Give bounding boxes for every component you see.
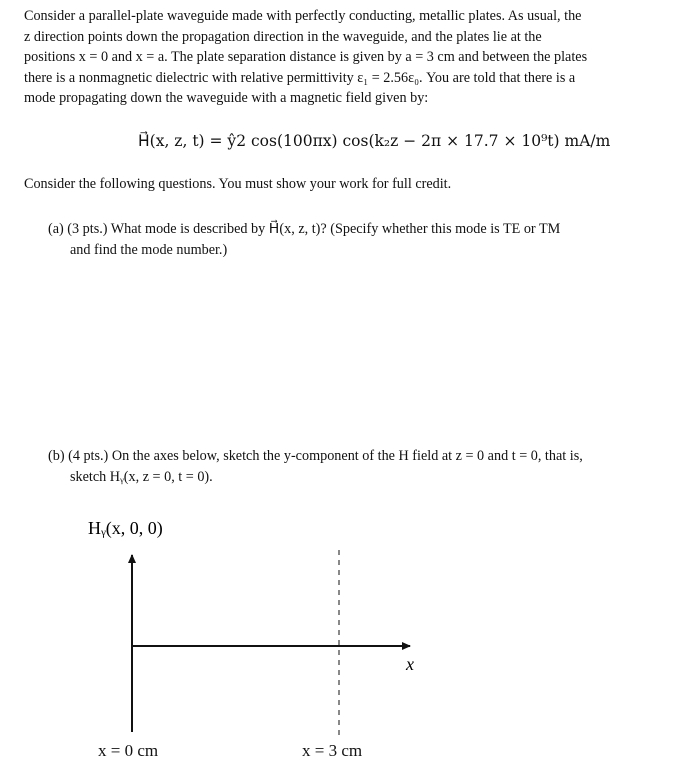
x-axis-label: x bbox=[406, 654, 414, 674]
question-b-line-1: (b) (4 pts.) On the axes below, sketch the y-component of the H field at z = 0 and t = 0, that is, bbox=[48, 448, 583, 464]
intro-line-3: positions x = 0 and x = a. The plate separation distance is given by a = 3 cm and between the plates bbox=[24, 49, 588, 65]
magnetic-field-equation: H⃗(x, z, t) = ŷ2 cos(100πx) cos(k₂z − 2π × 17.7 × 10⁹t) mA/m bbox=[138, 132, 611, 150]
y-axis-label: Hᵧ(x, 0, 0) bbox=[88, 518, 163, 538]
instructions: Consider the following questions. You must show your work for full credit. bbox=[24, 176, 452, 192]
question-a-line-1: (a) (3 pts.) What mode is described by H⃗(x, z, t)? (Specify whether this mode is TE or TM bbox=[48, 221, 561, 237]
intro-line-4: there is a nonmagnetic dielectric with relative permittivity ε₁ = 2.56ε₀. You are told that there is a bbox=[24, 69, 576, 86]
question-b-line-2: sketch Hᵧ(x, z = 0, t = 0). bbox=[70, 468, 213, 485]
intro-line-5: mode propagating down the waveguide with a magnetic field given by: bbox=[24, 90, 429, 106]
intro-line-1: Consider a parallel-plate waveguide made with perfectly conducting, metallic plates. As usual, the bbox=[24, 8, 582, 24]
intro-line-2: z direction points down the propagation direction in the waveguide, and the plates lie at the bbox=[24, 28, 542, 45]
right-plate-label: x = 3 cm bbox=[302, 741, 363, 760]
left-plate-label: x = 0 cm bbox=[98, 741, 159, 760]
question-a-line-2: and find the mode number.) bbox=[70, 241, 228, 258]
